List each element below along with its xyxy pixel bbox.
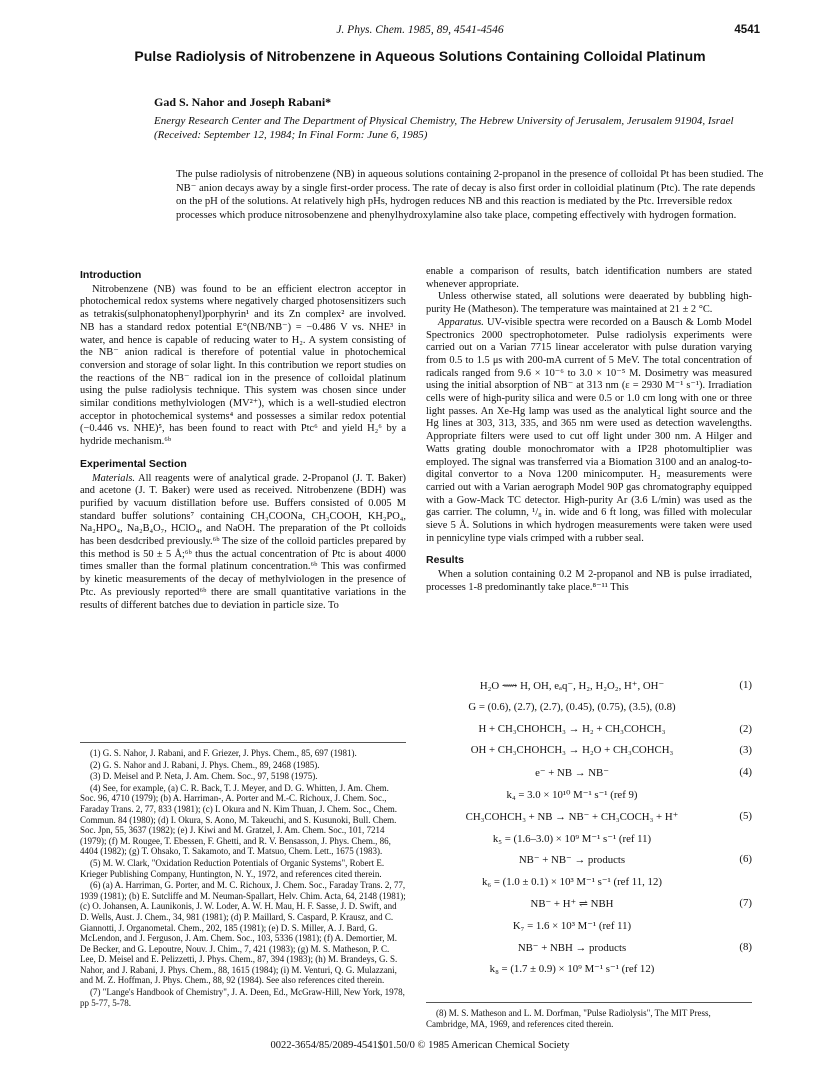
equation-text: NB⁻ + NB⁻ → products — [518, 854, 626, 867]
left-column — [80, 266, 406, 612]
right-column — [426, 266, 752, 595]
equation — [426, 829, 752, 851]
equation-text: k₅ = (1.6–3.0) × 10⁹ M⁻¹ s⁻¹ (ref 11) — [492, 832, 652, 845]
equation-number: (5) — [739, 809, 752, 822]
results-heading: Results — [426, 554, 464, 567]
equation-text: k₆ = (1.0 ± 0.1) × 10³ M⁻¹ s⁻¹ (ref 11, 12) — [482, 876, 662, 889]
equation — [426, 916, 752, 938]
equation-number: (8) — [739, 940, 752, 953]
equation-text: OH + CH₃CHOHCH₃ → H₂O + CH₃COHCH₃ — [470, 744, 674, 757]
copyright-line: 0022-3654/85/2089-4541$01.50/0 © 1985 American Chemical Society — [270, 1040, 570, 1051]
equation — [426, 720, 752, 742]
equation-number: (7) — [739, 896, 752, 909]
paper-title: Pulse Radiolysis of Nitrobenzene in Aqueous Solutions Containing Colloidal Platinum — [134, 48, 706, 64]
equation-text: G = (0.6), (2.7), (2.7), (0.45), (0.75), (3.5), (0.8) — [468, 700, 676, 713]
equation-number: (6) — [739, 853, 752, 866]
introduction-text: Nitrobenzene (NB) was found to be an efficient electron acceptor in photochemical redox systems where negatively charged photosensitizers such as tetrakis(sulphonatophenyl)porphyrin¹ and its Zn complex² are involved. NB has a standard redox potential E°(NB/NB⁻) = −0.486 V vs. NHE³ in water, and hence is capable of reducing water to H₂. A system consisting of the NB⁻ anion radical is therefore of potential value in photochemical conversion and storage of solar light. In this contribution we report studies on the reactions of the NB⁻ radical ion in the presence of colloidal platinum using the pulse radiolysis technique. This system was chosen since under similar conditions methylviologen (MV²⁺), which is a well-studied electron acceptor in photochemical systems⁴ and possesses a similar redox potential (−0.446 vs. NHE)⁵, has been found to react with Ptc⁶ and yield H₂⁶ by a hydride mechanism.⁶ᵇ — [80, 283, 406, 448]
equation-text: H + CH₃CHOHCH₃ → H₂ + CH₃COHCH₃ — [478, 722, 666, 735]
footnote: (2) G. S. Nahor and J. Rabani, J. Phys. Chem., 89, 2468 (1985). — [90, 759, 320, 770]
introduction-heading: Introduction — [80, 269, 142, 281]
apparatus-text: UV-visible spectra were recorded on a Bausch & Lomb Model Spectronics 2000 spectrophotometer. Pulse radiolysis experiments were carried out on a Varian 7715 linear accelerator with pulse duration varying from 0.5 to 1.5 μs with 200-mA current of 5 MeV. The total concentration of radicals ranged from 9.6 × 10⁻⁶ to 3.0 × 10⁻⁵ M. Dosimetry was measured using the initial absorption of NB⁻ at 313 nm (ε = 2930 M⁻¹ s⁻¹). Irradiation cells were of high-purity silica and were 0.5 or 1.0 cm long with one or three light passes. An Xe-Hg lamp was used as the analytical light source and the Hg lines at 303, 313, 335, and 365 nm were used as detection wavelengths. Appropriate filters were used to cut off light under 300 nm. A Hilger and Watts grating double monochromator with a IP28 photomultiplier was employed. The signal was transferred via a Biomation 3100 and an analog-to-digital convertor to a Nova 1200 minicomputer. H₂ measurements were carried out with a Varian aerograph Model 90P gas chromatography equipped with a Gow-Mack TC detector. High-purity Ar (3.6 L/min) was used as the gas carrier. The column, ¹/₈ in. wide and 6 ft long, was filled with molecular sieve 5 Å. Solutions in which hydrogen measurements were taken were used in pennicyline type vials crimped with a rubber seal. — [426, 316, 752, 544]
materials-paragraph — [80, 473, 406, 613]
equation-text: k₈ = (1.7 ± 0.9) × 10⁹ M⁻¹ s⁻¹ (ref 12) — [489, 963, 655, 976]
equation-text: NB⁻ + NBH → products — [517, 941, 627, 954]
equation — [426, 698, 752, 720]
footnote: (4) See, for example, (a) C. R. Back, T. J. Meyer, and D. G. Whitten, J. Am. Chem. Soc. 96, 4710 (1979); (b) A. Harriman-, A. Porter and M.-C. Richoux, J. Chem. Soc., Faraday Trans. 2, 77, 833 (1981); (c) I. Okura and N. Kim Thuan, J. Chem. Soc., Chem. Commun. 84 (1980); (d) I. Okura, S. Aono, M. Takeuchi, and S. Kusunoki, Bull. Chem. Soc. Jpn, 55, 3637 (1982); (e) J. Kiwi and M. Gratzel, J. Am. Chem. Soc., 101, 7214 (1979); (f) M. Rougee, T. Ebessen, F. Ghetti, and R. V. Bensasson, J. Phys. Chem., 86, 4404 (1982); (g) T. Ohsako, T. Sakamoto, and T. Matsuo, Chem. Lett., 1675 (1983). — [80, 782, 398, 857]
apparatus-lead: Apparatus. — [438, 316, 484, 328]
equation-text: k₄ = 3.0 × 10¹⁰ M⁻¹ s⁻¹ (ref 9) — [506, 788, 638, 801]
apparatus-paragraph — [426, 317, 752, 546]
equation-number: (4) — [739, 766, 752, 779]
materials-lead: Materials. — [92, 472, 136, 484]
equation — [426, 872, 752, 894]
continuation-text: enable a comparison of results, batch identification numbers are stated whenever appropriate. — [426, 266, 752, 290]
equation-number: (3) — [739, 744, 752, 757]
equation — [426, 807, 752, 829]
equation-number: (1) — [739, 679, 752, 691]
left-footnotes — [80, 742, 406, 1009]
equation — [426, 676, 752, 698]
equation-number: (2) — [739, 722, 752, 735]
footnote: (5) M. W. Clark, "Oxidation Reduction Potentials of Organic Systems", Robert E. Krieger Publishing Company, Huntington, N. Y., 1972, and references cited therein. — [80, 857, 385, 879]
equation-text: e⁻ + NB → NB⁻ — [535, 767, 609, 780]
footnote: (1) G. S. Nahor, J. Rabani, and F. Griezer, J. Phys. Chem., 85, 697 (1981). — [90, 748, 357, 758]
materials-text: All reagents were of analytical grade. 2-Propanol (J. T. Baker) and acetone (J. T. Baker) were used as received. Nitrobenzene (BDH) was purified by vacuum distillation before use. Buffers consisted of 0.005 M standard buffer solutions⁷ containing CH₃COONa, CH₃COOH, KH₂PO₄, Na₂HPO₄, Na₂B₄O₇, HClO₄, and NaOH. The preparation of the Pt colloids has been desdcribed previously.⁶ᵇ The size of the colloid particles prepared by this method is 50 ± 5 Å;⁶ᵇ thus the actual concentration of Ptc is about 4000 times smaller than the formal platinum concentration.⁶ᵇ This was confirmed by kinetic measurements of the decay of methylviologen in the presence of Ptc. As previously reported⁶ᵇ there are small quantitative variations in the results of different batches due to deviation in particle size. To — [80, 472, 406, 611]
equation-text: CH₃COHCH₃ + NB → NB⁻ + CH₃COCH₃ + H⁺ — [465, 810, 679, 823]
equation — [426, 959, 752, 981]
equation — [426, 741, 752, 763]
equation — [426, 763, 752, 785]
abstract: The pulse radiolysis of nitrobenzene (NB) in aqueous solutions containing 2-propanol in the presence of colloidal Pt has been studied. The NB⁻ anion decays away by a single first-order process. The rate of decay is also first order in colloidial platinum (Ptc). The rate depends on the pH of the solutions. At relatively high pHs, hydrogen reduces NB and this reaction is mediated by the Ptc. Irreversible redox processes which produce nitrosobenzene and phenylhydroxylamine also take place, competing effectively with hydrogen formation. — [176, 169, 764, 221]
equation — [426, 850, 752, 872]
affiliation: Energy Research Center and The Department of Physical Chemistry, The Hebrew University of Jerusalem, Jerusalem 91904, Israel (Received: September 12, 1984; In Final Form: June 6, 1985) — [154, 115, 734, 141]
equation-block — [426, 676, 752, 981]
footnote: (6) (a) A. Harriman, G. Porter, and M. C. Richoux, J. Chem. Soc., Faraday Trans. 2, 77, 1939 (1981); (b) E. Sutcliffe and M. Neuman-Spallart, Helv. Chim. Acta, 64, 2148 (1981); (c) O. Johansen, A. Launikonis, J. W. Loder, A. W. H. Mau, H. F. Sasse, J. D. Swift, and D. Wells, Aust. J. Chem., 34, 981 (1981); (d) P. Maillard, S. Caspard, P. Krausz, and C. Giannotti, J. Organometal. Chem., 202, 185 (1981); (e) D. S. Miller, A. J. Bard, G. McLendon, and J. Ferguson, J. Am. Chem. Soc., 103, 5336 (1981); (f) A. Demortier, M. De Becker, and G. Lepoutre, Nouv. J. Chim., 7, 421 (1983); (g) M. S. Matheson, P. C. Lee, D. Meisel and E. Pelizzetti, J. Phys. Chem., 87, 394 (1983); (h) M. Brandeys, G. S. Nahor, and J. Rabani, J. Phys. Chem., 88, 1615 (1984); (i) M. Venturi, Q. G. Mulazzani, and M. Z. Hoffman, J. Phys. Chem., 88, 92 (1984). See also references cited therein. — [80, 880, 406, 986]
equation-text: NB⁻ + H⁺ ⇌ NBH — [530, 897, 614, 910]
results-text: When a solution containing 0.2 M 2-propanol and NB is pulse irradiated, processes 1-8 predominantly take place.⁸⁻¹¹ This — [426, 569, 752, 593]
equation — [426, 938, 752, 960]
equation — [426, 894, 752, 916]
authors: Gad S. Nahor and Joseph Rabani* — [154, 95, 332, 109]
equation — [426, 785, 752, 807]
journal-citation: J. Phys. Chem. 1985, 89, 4541-4546 — [336, 24, 504, 36]
right-footnote: (8) M. S. Matheson and L. M. Dorfman, "Pulse Radiolysis", The MIT Press, Cambridge, MA, 1969, and references cited therein. — [426, 1002, 752, 1029]
equation-text: K₇ = 1.6 × 10³ M⁻¹ (ref 11) — [512, 919, 632, 932]
footnote: (3) D. Meisel and P. Neta, J. Am. Chem. Soc., 97, 5198 (1975). — [90, 771, 318, 782]
footnote: (7) "Lange's Handbook of Chemistry", J. A. Deen, Ed., McGraw-Hill, New York, 1978, pp 5-77, 5-78. — [80, 987, 405, 1008]
deaeration-text: Unless otherwise stated, all solutions were deaerated by bubbling high-purity He (Matheson). The temperature was maintained at 21 ± 2 °C. — [426, 291, 752, 316]
experimental-heading: Experimental Section — [80, 457, 187, 470]
running-header — [80, 24, 760, 40]
page-number: 4541 — [734, 24, 760, 36]
equation-text: H₂O ⟿ H, OH, eₐq⁻, H₂, H₂O₂, H⁺, OH⁻ — [479, 680, 665, 692]
